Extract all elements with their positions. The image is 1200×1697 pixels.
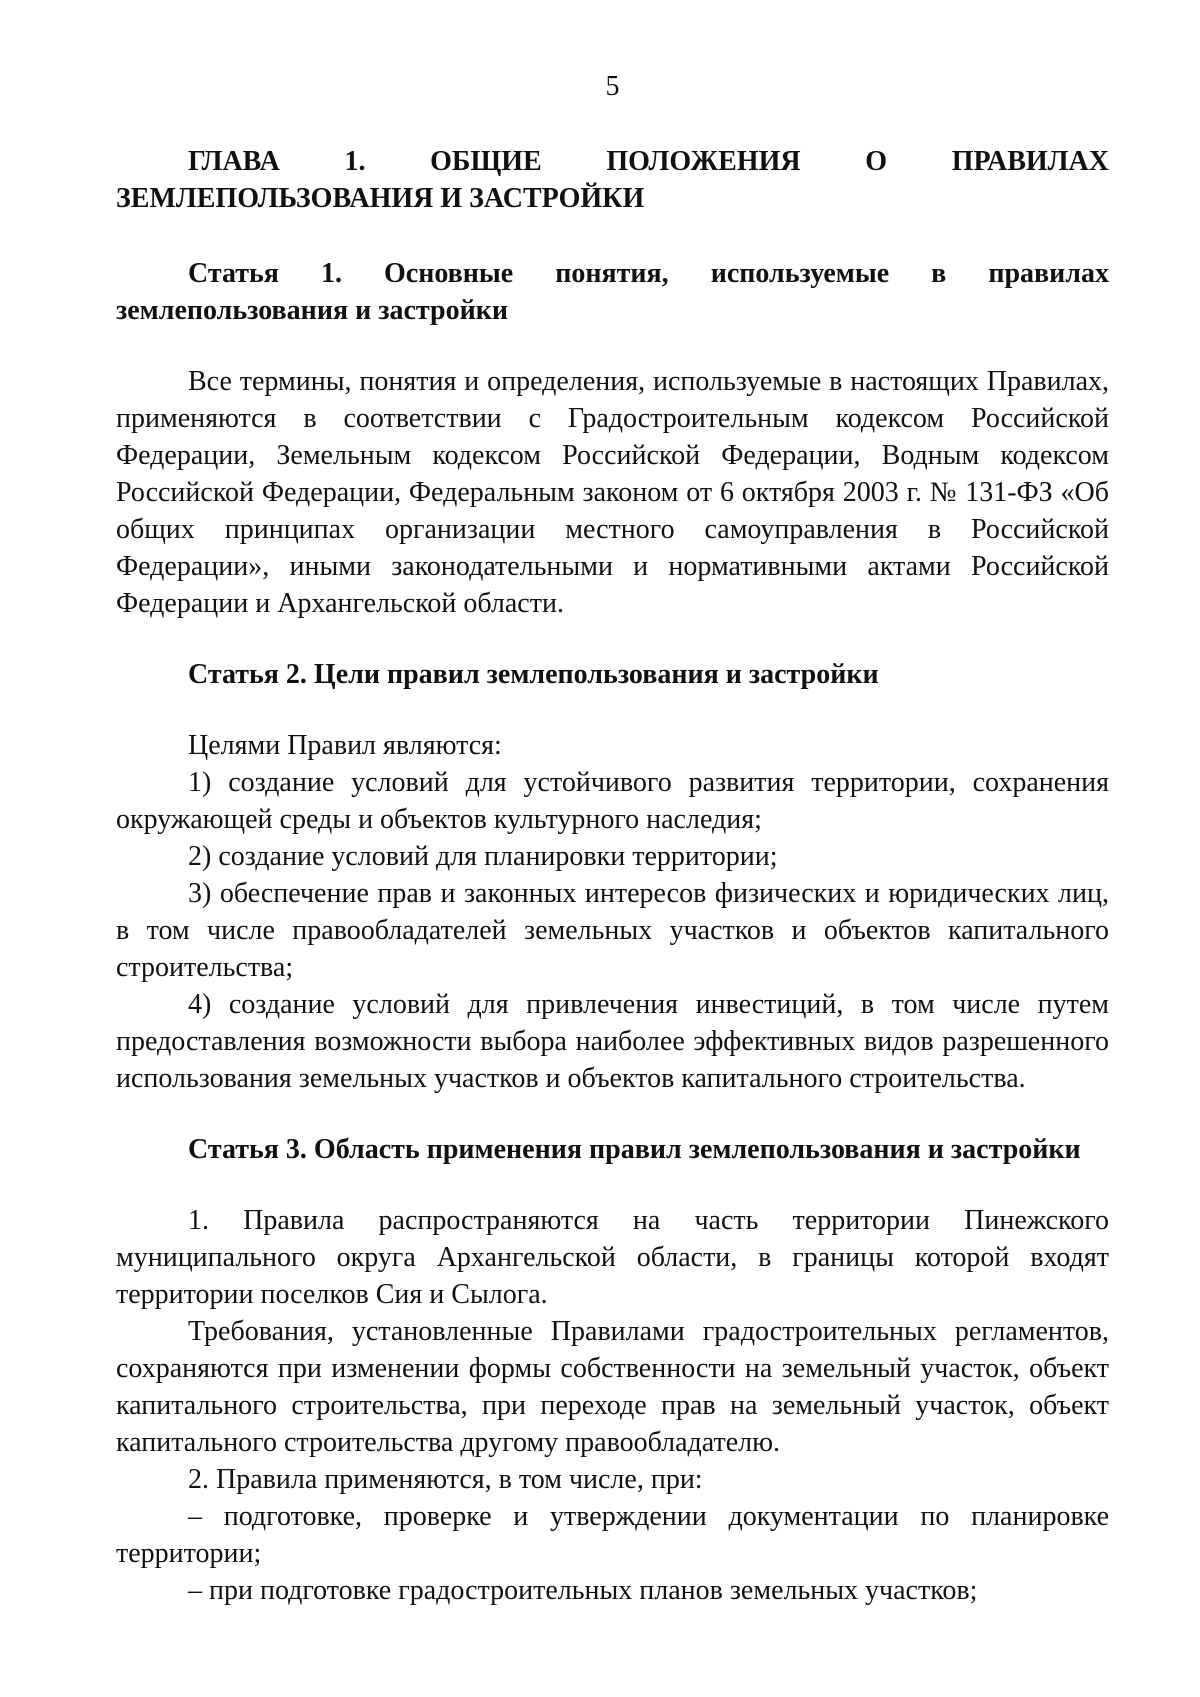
- chapter-word: О: [865, 146, 888, 177]
- chapter-word: ОБЩИЕ: [430, 146, 542, 177]
- chapter-title: [116, 143, 1109, 217]
- article-2-heading: Статья 2. Цели правил землепользования и застройки: [188, 659, 879, 690]
- chapter-word: ПРАВИЛАХ: [951, 146, 1109, 177]
- article-2-intro: Целями Правил являются:: [188, 730, 502, 761]
- page-number: 5: [605, 71, 620, 102]
- article-3-heading: Статья 3. Область применения правил землепользования и застройки: [188, 1134, 1081, 1165]
- article-1-heading-line-2: землепользования и застройки: [116, 295, 508, 326]
- chapter-word: ГЛАВА: [188, 146, 280, 177]
- article-1-paragraph: Все термины, понятия и определения, используемые в настоящих Правилах, применяются в соответствии с Градостроительным кодексом Российской Федерации, Земельным кодексом Российской Федерации, Водным кодексом Российской Федерации, Федеральным законом от 6 октября 2003 г. № 131-ФЗ «Об общих принципах организации местного самоуправления в Российской Федерации», иными законодательными и нормативными актами Российской Федерации и Архангельской области.: [116, 366, 1109, 619]
- chapter-title-line-2: ЗЕМЛЕПОЛЬЗОВАНИЯ И ЗАСТРОЙКИ: [116, 183, 645, 214]
- chapter-title-line-1: [116, 143, 1109, 180]
- article-3-paragraph: 1. Правила распространяются на часть территории Пинежского муниципального округа Архангельской области, в границы которой входят территории поселков Сия и Сылога.: [116, 1205, 1109, 1310]
- article-1-heading: [116, 255, 1109, 329]
- chapter-word: 1.: [344, 146, 366, 177]
- heading-word: Статья: [188, 258, 279, 289]
- article-2-item: 3) обеспечение прав и законных интересов физических и юридических лиц, в том числе правообладателей земельных участков и объектов капитального строительства;: [116, 878, 1109, 983]
- article-3-paragraph: 2. Правила применяются, в том числе, при:: [188, 1464, 703, 1495]
- article-1-heading-line-1: [116, 255, 1109, 292]
- article-2-item: 1) создание условий для устойчивого развития территории, сохранения окружающей среды и объектов культурного наследия;: [116, 767, 1109, 835]
- article-3-paragraph: Требования, установленные Правилами градостроительных регламентов, сохраняются при изменении формы собственности на земельный участок, объект капитального строительства, при переходе прав на земельный участок, объект капитального строительства другому правообладателю.: [116, 1316, 1109, 1458]
- article-3-list-item: – подготовке, проверке и утверждении документации по планировке территории;: [116, 1501, 1109, 1569]
- heading-word: используемые: [710, 258, 890, 289]
- heading-word: понятия,: [555, 258, 669, 289]
- heading-word: Основные: [384, 258, 514, 289]
- heading-word: правилах: [988, 258, 1109, 289]
- chapter-word: ПОЛОЖЕНИЯ: [606, 146, 801, 177]
- heading-word: в: [931, 258, 947, 289]
- heading-word: 1.: [320, 258, 342, 289]
- article-2-item: 2) создание условий для планировки территории;: [188, 841, 778, 872]
- article-3-list-item: – при подготовке градостроительных планов земельных участков;: [188, 1575, 978, 1606]
- article-2-item: 4) создание условий для привлечения инвестиций, в том числе путем предоставления возможности выбора наиболее эффективных видов разрешенного использования земельных участков и объектов капитального строительства.: [116, 989, 1109, 1094]
